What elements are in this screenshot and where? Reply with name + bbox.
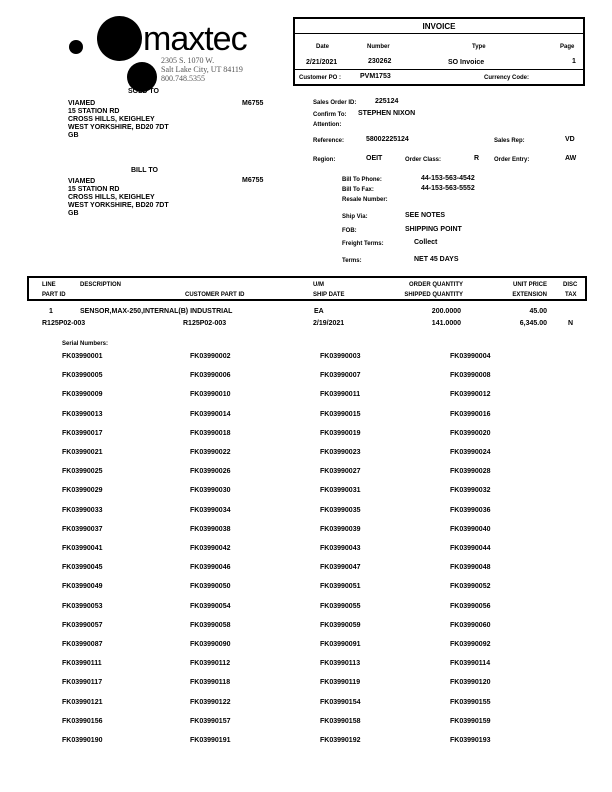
- serial-number: FK03990111: [62, 660, 102, 668]
- serial-number: FK03990192: [320, 737, 361, 744]
- address-line: VIAMED: [68, 178, 96, 185]
- serial-number: FK03990006: [190, 372, 231, 380]
- serial-number: FK03990023: [320, 449, 361, 456]
- header-tax: TAX: [565, 292, 577, 298]
- serial-number: FK03990033: [62, 506, 103, 514]
- serial-number: FK03990013: [62, 410, 103, 418]
- serial-number: FK03990025: [62, 468, 103, 476]
- header-part-id: PART ID: [42, 292, 66, 298]
- serial-number: FK03990032: [450, 487, 491, 495]
- serial-number: FK03990002: [190, 353, 231, 360]
- serial-number: FK03990034: [190, 506, 231, 514]
- serial-number: FK03990154: [320, 698, 361, 706]
- row-line: 1: [49, 308, 53, 315]
- customer-po: PVM1753: [360, 73, 391, 80]
- serial-number: FK03990117: [62, 679, 103, 687]
- serial-number: FK03990027: [320, 468, 361, 476]
- serial-number: FK03990155: [450, 698, 491, 706]
- header-disc: DISC: [563, 282, 578, 288]
- address-line: VIAMED: [68, 100, 96, 107]
- serial-number: FK03990037: [62, 525, 103, 533]
- serial-number: FK03990045: [62, 564, 103, 572]
- serial-number: FK03990058: [190, 621, 231, 629]
- bill-phone-label: Bill To Phone:: [342, 177, 382, 183]
- serial-number: FK03990048: [450, 564, 491, 572]
- serial-number: FK03990052: [450, 583, 491, 591]
- type-label: Type: [472, 44, 486, 50]
- serial-number: FK03990030: [190, 487, 231, 495]
- sold-to-title: SOLD TO: [128, 88, 159, 95]
- serial-number: FK03990112: [190, 660, 231, 668]
- date-label: Date: [316, 44, 330, 50]
- serial-number: FK03990054: [190, 602, 231, 610]
- ship-via: SEE NOTES: [405, 212, 446, 219]
- serial-number: FK03990041: [62, 545, 103, 552]
- address-line: 15 STATION RD: [68, 186, 120, 193]
- serial-number: FK03990019: [320, 429, 361, 437]
- serial-number: FK03990053: [62, 602, 103, 610]
- serial-number: FK03990056: [450, 602, 491, 610]
- serial-number: FK03990009: [62, 391, 103, 399]
- invoice-title: INVOICE: [422, 22, 456, 31]
- reference-label: Reference:: [313, 138, 345, 144]
- customer-po-label: Customer PO :: [299, 75, 342, 81]
- bill-to-title: BILL TO: [131, 167, 158, 174]
- sales-rep-label: Sales Rep:: [494, 138, 525, 144]
- address-line: WEST YORKSHIRE, BD20 7DT: [68, 124, 169, 131]
- serial-number: FK03990018: [190, 429, 231, 437]
- serial-number: FK03990029: [62, 487, 103, 495]
- fob-label: FOB:: [342, 228, 357, 234]
- header-description: DESCRIPTION: [80, 282, 122, 288]
- serial-numbers-label: Serial Numbers:: [62, 341, 109, 347]
- bill-fax: 44-153-563-5552: [421, 185, 475, 192]
- serial-number: FK03990047: [320, 564, 361, 572]
- serial-number: FK03990039: [320, 525, 361, 533]
- sales-order-id: 225124: [375, 98, 399, 105]
- serial-number: FK03990120: [450, 679, 491, 687]
- header-ship-date: SHIP DATE: [313, 292, 345, 298]
- header-um: U/M: [313, 282, 324, 288]
- bill-phone: 44-153-563-4542: [421, 175, 475, 182]
- header-unit-price: UNIT PRICE: [512, 282, 547, 288]
- address-line: WEST YORKSHIRE, BD20 7DT: [68, 202, 169, 209]
- region: OEIT: [366, 155, 383, 162]
- sold-to-code: M6755: [242, 100, 264, 107]
- address-line: 15 STATION RD: [68, 108, 120, 115]
- row-ship-date: 2/19/2021: [313, 320, 345, 327]
- confirm-to: STEPHEN NIXON: [358, 110, 416, 117]
- row-part-id: R125P02-003: [42, 320, 86, 327]
- header-shipped-qty: SHIPPED QUANTITY: [404, 292, 463, 298]
- serial-number: FK03990012: [450, 391, 491, 399]
- serial-number: FK03990191: [190, 737, 231, 744]
- row-shipped-qty: 141.0000: [431, 320, 461, 327]
- serial-number: FK03990003: [320, 353, 361, 360]
- serial-number: FK03990122: [190, 698, 231, 706]
- serial-number: FK03990113: [320, 660, 361, 668]
- serial-number: FK03990010: [190, 391, 231, 399]
- serial-number: FK03990057: [62, 621, 103, 629]
- serial-number: FK03990017: [62, 429, 103, 437]
- serial-number: FK03990156: [62, 717, 103, 725]
- address-line: GB: [68, 210, 79, 217]
- row-extension: 6,345.00: [519, 320, 547, 327]
- serial-number: FK03990031: [320, 487, 361, 495]
- serial-number: FK03990055: [320, 602, 361, 610]
- resale-number-label: Resale Number:: [342, 197, 388, 203]
- serial-number: FK03990051: [320, 583, 361, 591]
- serial-number: FK03990022: [190, 449, 231, 456]
- serial-number: FK03990193: [450, 737, 491, 744]
- attention-label: Attention:: [313, 122, 342, 128]
- terms: NET 45 DAYS: [414, 256, 459, 263]
- header-line: LINE: [42, 282, 56, 288]
- logo-text: maxtec: [143, 20, 247, 58]
- serial-number: FK03990190: [62, 737, 103, 744]
- serial-number: FK03990091: [320, 641, 361, 648]
- page-number: 1: [572, 58, 576, 65]
- serial-number: FK03990038: [190, 525, 231, 533]
- serial-number: FK03990044: [450, 545, 491, 552]
- serial-number: FK03990119: [320, 679, 361, 687]
- header-order-qty: ORDER QUANTITY: [409, 282, 463, 288]
- invoice-date: 2/21/2021: [306, 59, 338, 66]
- confirm-to-label: Confirm To:: [313, 112, 347, 118]
- row-customer-part-id: R125P02-003: [183, 320, 227, 327]
- serial-number: FK03990008: [450, 372, 491, 380]
- fob: SHIPPING POINT: [405, 226, 462, 233]
- number-label: Number: [367, 44, 390, 50]
- reference: 58002225124: [366, 136, 409, 143]
- order-entry: AW: [565, 155, 577, 162]
- serial-number: FK03990004: [450, 353, 491, 360]
- serial-number: FK03990049: [62, 583, 103, 591]
- serial-number: FK03990007: [320, 372, 361, 380]
- serial-number: FK03990015: [320, 410, 361, 418]
- serial-number: FK03990024: [450, 449, 491, 456]
- region-label: Region:: [313, 157, 336, 163]
- address-line: CROSS HILLS, KEIGHLEY: [68, 194, 155, 201]
- serial-number: FK03990036: [450, 506, 491, 514]
- serial-number: FK03990040: [450, 525, 491, 533]
- address-line: CROSS HILLS, KEIGHLEY: [68, 116, 155, 123]
- company-address-1: 2305 S. 1070 W.: [161, 56, 215, 65]
- row-tax: N: [568, 320, 574, 327]
- serial-number: FK03990157: [190, 717, 231, 725]
- bill-fax-label: Bill To Fax:: [342, 187, 374, 193]
- serial-number: FK03990114: [450, 660, 491, 668]
- serial-number: FK03990087: [62, 641, 103, 648]
- address-line: GB: [68, 132, 79, 139]
- company-address-2: Salt Lake City, UT 84119: [161, 65, 243, 74]
- invoice-type: SO Invoice: [448, 59, 485, 66]
- sales-rep: VD: [565, 136, 575, 143]
- serial-number: FK03990011: [320, 391, 361, 399]
- row-description: SENSOR,MAX-250,INTERNAL(B) INDUSTRIAL: [80, 308, 233, 315]
- serial-number: FK03990014: [190, 410, 231, 418]
- serial-number: FK03990021: [62, 449, 103, 456]
- row-um: EA: [314, 308, 324, 315]
- row-unit-price: 45.00: [529, 308, 547, 315]
- ship-via-label: Ship Via:: [342, 214, 368, 220]
- page-label: Page: [560, 44, 575, 50]
- serial-number: FK03990046: [190, 564, 231, 572]
- serial-number: FK03990059: [320, 621, 361, 629]
- bill-to-code: M6755: [242, 177, 264, 184]
- serial-number: FK03990092: [450, 641, 491, 648]
- currency-code-label: Currency Code:: [484, 75, 530, 81]
- serial-number: FK03990090: [190, 641, 231, 648]
- freight-terms: Collect: [414, 239, 438, 246]
- serial-number: FK03990028: [450, 468, 491, 476]
- serial-number: FK03990043: [320, 545, 361, 552]
- sales-order-label: Sales Order ID:: [313, 100, 357, 106]
- order-entry-label: Order Entry:: [494, 157, 530, 163]
- order-class-label: Order Class:: [405, 157, 442, 163]
- serial-number: FK03990159: [450, 717, 491, 725]
- serial-number: FK03990005: [62, 372, 103, 380]
- serial-number: FK03990026: [190, 468, 231, 476]
- order-class: R: [474, 155, 480, 162]
- company-phone: 800.748.5355: [161, 74, 205, 83]
- serial-number: FK03990016: [450, 410, 491, 418]
- header-extension: EXTENSION: [512, 292, 547, 298]
- serial-number: FK03990042: [190, 545, 231, 552]
- serial-number: FK03990118: [190, 679, 231, 687]
- serial-number: FK03990121: [62, 698, 103, 706]
- serial-number: FK03990060: [450, 621, 491, 629]
- serial-number: FK03990001: [62, 353, 103, 360]
- serial-number: FK03990020: [450, 429, 491, 437]
- serial-number: FK03990050: [190, 583, 231, 591]
- header-customer-part-id: CUSTOMER PART ID: [185, 292, 245, 298]
- invoice-number: 230262: [368, 58, 392, 65]
- serial-number: FK03990158: [320, 717, 361, 725]
- terms-label: Terms:: [342, 258, 362, 264]
- freight-terms-label: Freight Terms:: [342, 241, 384, 247]
- serial-number: FK03990035: [320, 506, 361, 514]
- row-order-qty: 200.0000: [431, 308, 461, 315]
